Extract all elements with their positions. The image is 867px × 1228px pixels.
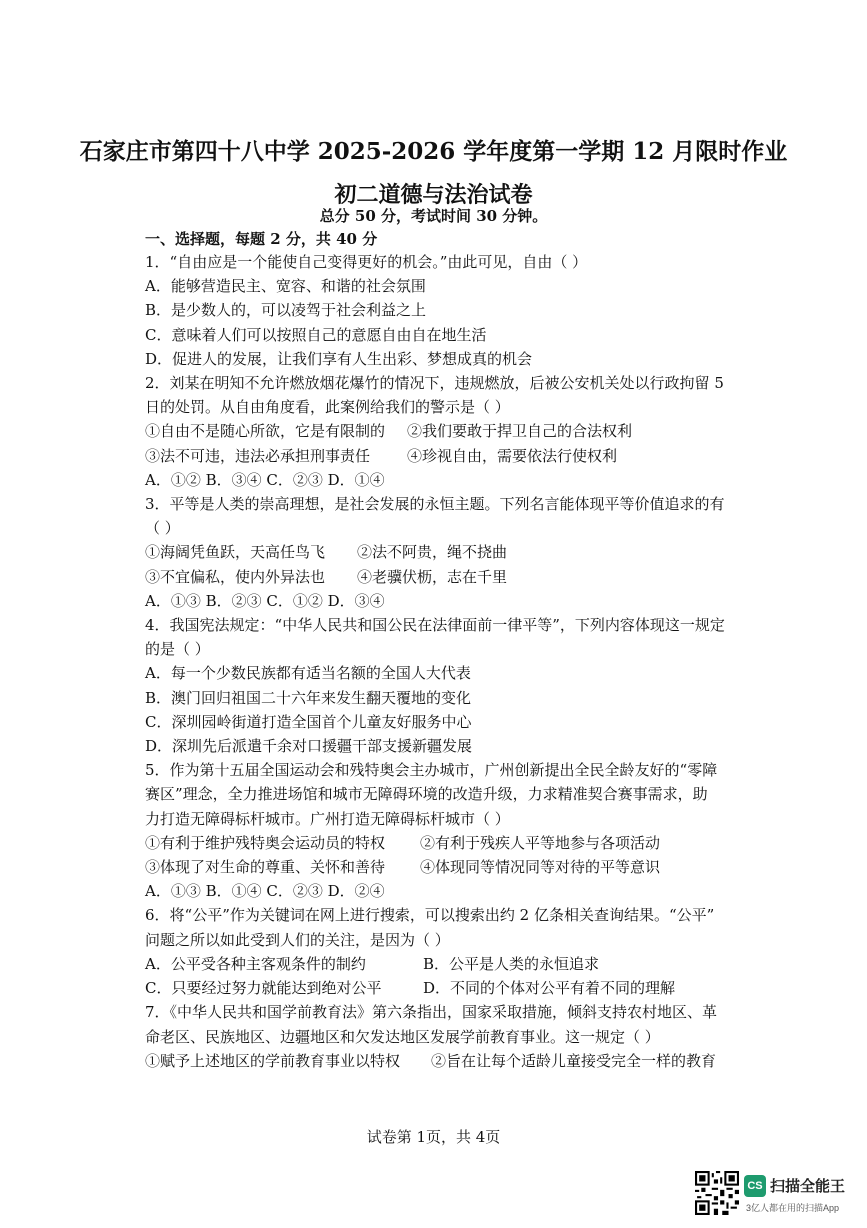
q5-statement-4: ④体现同等情况同等对待的平等意识 (420, 858, 661, 877)
q6-option-d: D．不同的个体对公平有着不同的理解 (423, 979, 676, 998)
paper-title: 初二道德与法治试卷 (334, 182, 533, 208)
qr-code-icon (695, 1171, 739, 1215)
exam-title: 石家庄市第四十八中学 2025-2026 学年度第一学期 12 月限时作业 (79, 138, 788, 165)
q6-option-a: A．公平受各种主客观条件的制约 (145, 954, 366, 973)
q3-statement-2: ②法不阿贵，绳不挠曲 (357, 543, 508, 562)
q5-stem-line2: 赛区”理念，全力推进场馆和城市无障碍环境的改造升级，力求精准契合赛事需求，助 (145, 785, 708, 804)
q2-statement-3: ③法不可违，违法必承担刑事责任 (145, 446, 371, 465)
q7-stem-line2: 命老区、民族地区、边疆地区和欠发达地区发展学前教育事业。这一规定（ ） (145, 1027, 660, 1046)
q3-options: A．①③ B．②③ C．①② D．③④ (145, 591, 385, 610)
q2-statement-4: ④珍视自由，需要依法行使权利 (407, 446, 618, 465)
q1-stem: 1．“自由应是一个能使自己变得更好的机会。”由此可见，自由（ ） (145, 253, 588, 271)
q5-statement-3: ③体现了对生命的尊重、关怀和善待 (145, 858, 386, 877)
q3-statement-3: ③不宜偏私，使内外异法也 (145, 567, 326, 586)
q3-statements-row1 (145, 540, 757, 564)
exam-info: 总分 50 分，考试时间 30 分钟。 (319, 207, 548, 225)
q1-option-c: C．意味着人们可以按照自己的意愿自由自在地生活 (145, 325, 487, 344)
q3-stem-line2: （ ） (145, 519, 180, 538)
q3-statement-1: ①海阔凭鱼跃，天高任鸟飞 (145, 543, 326, 562)
q2-stem-line1: 2．刘某在明知不允许燃放烟花爆竹的情况下，违规燃放，后被公安机关处以行政拘留 5 (145, 374, 724, 393)
q7-statement-2: ②旨在让每个适龄儿童接受完全一样的教育 (431, 1051, 717, 1070)
q5-statements-row2 (145, 855, 757, 879)
q6-stem-line1: 6．将“公平”作为关键词在网上进行搜索，可以搜索出约 2 亿条相关查询结果。“公平” (145, 906, 715, 925)
q2-statements-row1 (145, 419, 757, 443)
q3-statement-4: ④老骥伏枥，志在千里 (357, 567, 508, 586)
q4-option-d: D．深圳先后派遣千余对口援疆干部支援新疆发展 (145, 737, 473, 756)
q2-statements-row2 (145, 444, 757, 468)
q4-option-b: B．澳门回归祖国二十六年来发生翻天覆地的变化 (145, 688, 472, 707)
q4-option-a: A．每一个少数民族都有适当名额的全国人大代表 (145, 664, 471, 683)
q7-stem-line1: 7．《中华人民共和国学前教育法》第六条指出，国家采取措施，倾斜支持农村地区、革 (145, 1003, 718, 1022)
q1-option-a: A．能够营造民主、宽容、和谐的社会氛围 (145, 277, 426, 296)
q5-stem-line1: 5．作为第十五届全国运动会和残特奥会主办城市，广州创新提出全民全龄友好的“零障 (145, 761, 718, 780)
q3-stem-line1: 3．平等是人类的崇高理想，是社会发展的永恒主题。下列名言能体现平等价值追求的有 (145, 495, 725, 514)
q7-statement-1: ①赋予上述地区的学前教育事业以特权 (145, 1051, 401, 1070)
q6-option-b: B．公平是人类的永恒追求 (423, 954, 600, 973)
q2-stem-line2: 日的处罚。从自由角度看，此案例给我们的警示是（ ） (145, 398, 510, 417)
scanner-app-name: 扫描全能王 (770, 1178, 846, 1195)
q4-stem-line2: 的是（ ） (145, 640, 210, 659)
q3-statements-row2 (145, 565, 757, 589)
q7-statements-row1 (145, 1049, 757, 1073)
q6-stem-line2: 问题之所以如此受到人们的关注，是因为（ ） (145, 930, 450, 949)
q2-statement-2: ②我们要敢于捍卫自己的合法权利 (407, 422, 633, 441)
q4-stem-line1: 4．我国宪法规定：“中华人民共和国公民在法律面前一律平等”，下列内容体现这一规定 (145, 616, 725, 635)
q1-option-b: B．是少数人的，可以凌驾于社会利益之上 (145, 301, 427, 320)
q4-option-c: C．深圳园岭街道打造全国首个儿童友好服务中心 (145, 712, 472, 731)
section-heading: 一、选择题，每题 2 分，共 40 分 (145, 230, 378, 248)
q6-options-row2 (145, 976, 757, 1000)
q5-stem-line3: 力打造无障碍标杆城市。广州打造无障碍标杆城市（ ） (145, 809, 510, 828)
scanner-app-tagline: 3亿人都在用的扫描App (746, 1203, 840, 1213)
q2-statement-1: ①自由不是随心所欲，它是有限制的 (145, 422, 386, 441)
q5-statement-1: ①有利于维护残特奥会运动员的特权 (145, 833, 386, 852)
q2-options: A．①② B．③④ C．②③ D．①④ (145, 470, 385, 489)
q5-statements-row1 (145, 831, 757, 855)
q1-option-d: D．促进人的发展，让我们享有人生出彩、梦想成真的机会 (145, 349, 533, 368)
page-footer: 试卷第 1页，共 4页 (366, 1128, 501, 1146)
q5-statement-2: ②有利于残疾人平等地参与各项活动 (420, 833, 661, 852)
q5-options: A．①③ B．①④ C．②③ D．②④ (145, 882, 385, 901)
camscanner-logo-icon: CS (744, 1175, 766, 1197)
q6-option-c: C．只要经过努力就能达到绝对公平 (145, 979, 382, 998)
questions-body (145, 250, 757, 1073)
q6-options-row1 (145, 952, 757, 976)
